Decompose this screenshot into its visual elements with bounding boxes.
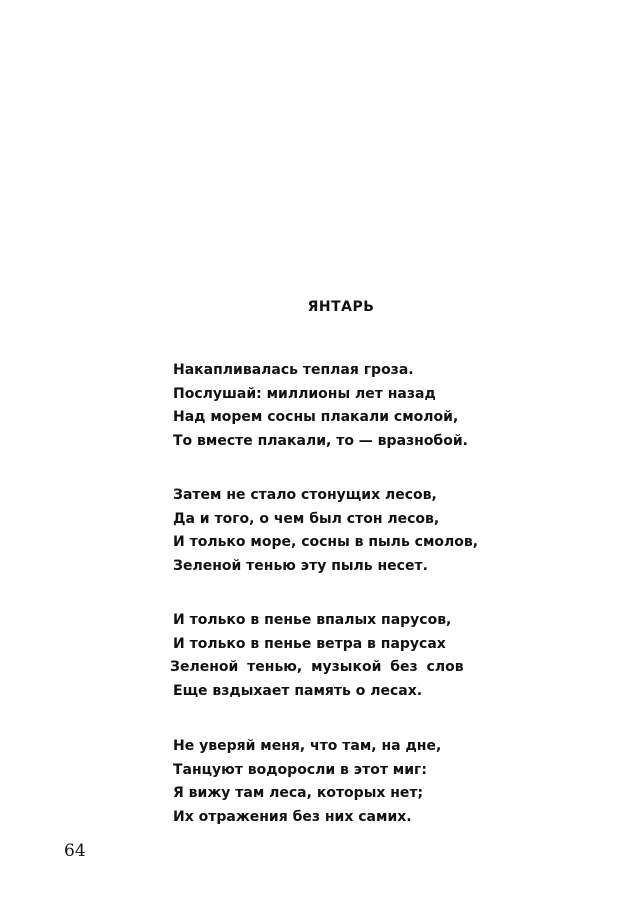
poem-line: Еще вздыхает память о лесах. <box>173 682 423 699</box>
stanza-1 <box>173 359 468 453</box>
poem-line: Танцуют водоросли в этот миг: <box>173 761 427 778</box>
poem-line: И только море, сосны в пыль смолов, <box>173 534 479 550</box>
poem-line: Затем не стало стонущих лесов, <box>173 487 437 503</box>
poem-line: Их отражения без них самих. <box>173 808 412 825</box>
poem-line: Над морем сосны плакали смолой, <box>173 409 459 425</box>
stanza-2 <box>173 484 478 578</box>
poem-line: Я вижу там леса, которых нет; <box>173 785 424 801</box>
poem-line: Зеленой тенью, музыкой без слов <box>170 659 464 675</box>
poem-line: То вместе плакали, то — вразнобой. <box>173 432 468 449</box>
stanza-4 <box>173 735 441 829</box>
stanza-3 <box>170 609 464 703</box>
page-number: 64 <box>64 841 86 861</box>
poem-line: Не уверяй меня, что там, на дне, <box>173 738 442 754</box>
poem-line: И только в пенье ветра в парусах <box>173 635 446 652</box>
poem-line: И только в пенье впалых парусов, <box>173 612 452 628</box>
poem-line: Зеленой тенью эту пыль несет. <box>173 557 428 574</box>
poem-line: Да и того, о чем был стон лесов, <box>173 510 440 527</box>
poem-line: Послушай: миллионы лет назад <box>173 385 436 402</box>
poem-line: Накапливалась теплая гроза. <box>173 362 414 378</box>
poem-title: ЯНТАРЬ <box>307 299 375 315</box>
